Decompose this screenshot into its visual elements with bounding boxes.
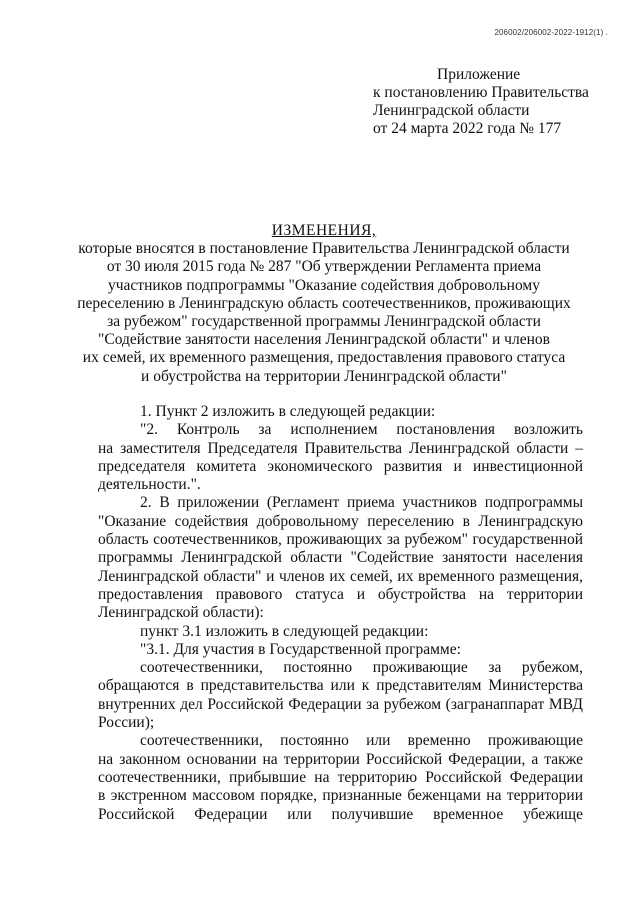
document-title-block bbox=[60, 222, 588, 386]
body-line: соотечественники, прибывшие на территорию Российской Федерации bbox=[98, 768, 583, 786]
body-line: России); bbox=[98, 714, 155, 732]
appendix-header bbox=[373, 66, 623, 138]
body-line: соотечественники, постоянно или временно проживающие bbox=[140, 732, 583, 750]
body-line: обращаются в представительства или к представителям Министерства bbox=[98, 677, 583, 695]
body-line: "Оказание содействия добровольному переселению в Ленинградскую bbox=[98, 512, 583, 530]
appendix-line: к постановлению Правительства bbox=[373, 84, 589, 101]
body-line: деятельности.". bbox=[98, 476, 201, 494]
appendix-line: Ленинградской области bbox=[373, 102, 530, 119]
title-line: которые вносятся в постановление Правительства Ленинградской области bbox=[78, 240, 570, 258]
body-line: Ленинградской области): bbox=[98, 604, 264, 622]
appendix-date-line: от 24 марта 2022 года № 177 bbox=[373, 120, 562, 137]
body-line: область соотечественников, проживающих за рубежом" государственной bbox=[98, 531, 583, 549]
body-line: программы Ленинградской области "Содействие занятости населения bbox=[98, 549, 583, 567]
document-body bbox=[98, 403, 583, 824]
body-line: "2. Контроль за исполнением постановления возложить bbox=[140, 421, 583, 439]
title-line: переселению в Ленинградскую область соотечественников, проживающих bbox=[77, 294, 571, 312]
body-line: Российской Федерации или получившие временное убежище bbox=[98, 805, 583, 823]
body-line: 1. Пункт 2 изложить в следующей редакции: bbox=[140, 403, 436, 420]
title-line: "Содействие занятости населения Ленинградской области" и членов bbox=[98, 331, 550, 349]
title-line: от 30 июля 2015 года № 287 "Об утверждении Регламента приема bbox=[106, 258, 542, 276]
body-line: на законном основании на территории Российской Федерации, а также bbox=[98, 750, 583, 768]
document-registration-number: 206002/206002-2022-1912(1) . bbox=[494, 28, 608, 37]
title-line: и обустройства на территории Ленинградской области" bbox=[141, 367, 507, 385]
body-line: председателя комитета экономического развития и инвестиционной bbox=[98, 457, 583, 475]
body-line: соотечественники, постоянно проживающие за рубежом, bbox=[140, 659, 583, 677]
body-line: Ленинградской области" и членов их семей, их временного размещения, bbox=[98, 567, 583, 585]
body-line: внутренних дел Российской Федерации за рубежом (загранаппарат МВД bbox=[98, 695, 583, 713]
document-heading: ИЗМЕНЕНИЯ, bbox=[271, 222, 377, 239]
appendix-title: Приложение bbox=[437, 66, 521, 83]
body-line: в экстренном массовом порядке, признанные беженцами на территории bbox=[98, 787, 583, 805]
title-line: участников подпрограммы "Оказание содействия добровольному bbox=[108, 276, 540, 294]
body-line: 2. В приложении (Регламент приема участников подпрограммы bbox=[140, 494, 583, 512]
body-line: предоставления правового статуса и обустройства на территории bbox=[98, 585, 583, 603]
body-line: пункт 3.1 изложить в следующей редакции: bbox=[140, 622, 429, 640]
title-line: их семей, их временного размещения, предоставления правового статуса bbox=[82, 349, 566, 367]
title-line: за рубежом" государственной программы Ленинградской области bbox=[107, 313, 541, 331]
body-line: "3.1. Для участия в Государственной программе: bbox=[140, 640, 461, 658]
body-line: на заместителя Председателя Правительства Ленинградской области – bbox=[98, 439, 583, 457]
